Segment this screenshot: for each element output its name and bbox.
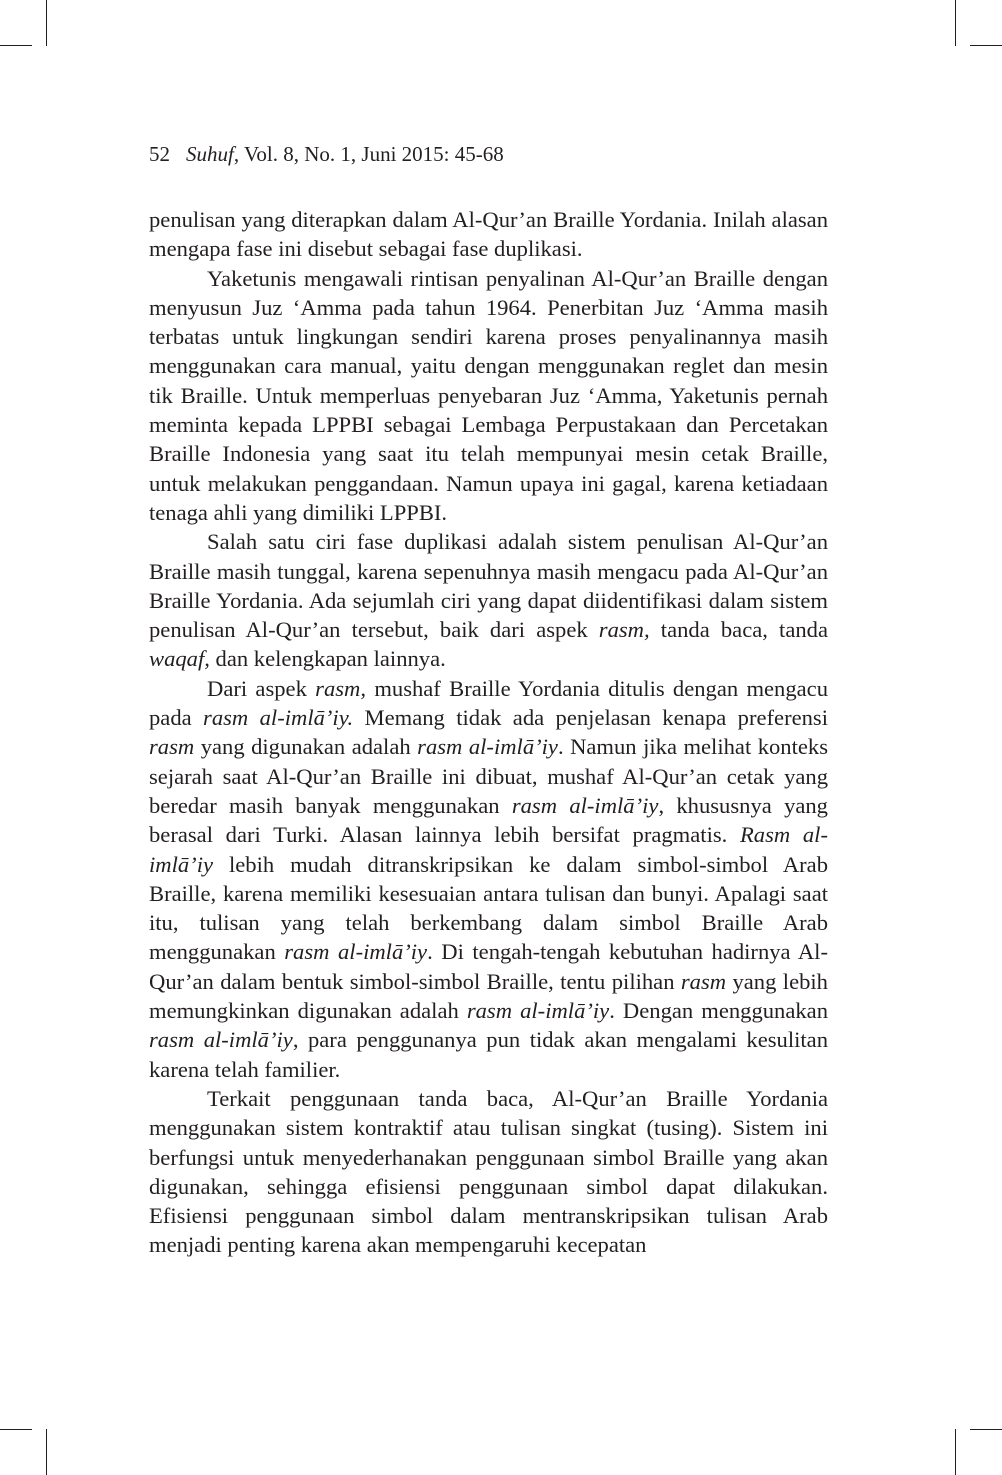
crop-mark [0,1429,32,1430]
text-run: yang lebih memungkinkan digunakan adalah [149,968,828,1024]
crop-mark [955,1429,956,1475]
text-run: yang digunakan adalah [194,734,418,760]
italic-term: rasm al-imlā’iy [417,734,558,760]
paragraph [149,205,828,264]
italic-term: rasm [149,734,195,760]
paragraph [149,1084,828,1260]
text-run: mushaf Braille Yordania ditulis dengan mengacu pada [149,675,829,731]
crop-mark [955,0,956,46]
crop-mark [970,1429,1002,1430]
italic-term: rasm [680,968,727,994]
text-run: . Namun jika melihat konteks sejarah saat Al-Qur’an Braille ini dibuat, mushaf Al-Qur’an cetak yang beredar masih banyak menggunakan [149,734,828,818]
text-run: penulisan yang diterapkan dalam Al-Qur’an Braille Yordania. Inilah alasan mengapa fase ini disebut sebagai fase duplikasi. [149,207,828,262]
crop-mark [46,0,47,46]
body-text [149,205,828,1260]
text-run: dan kelengkapan lainnya. [209,646,446,672]
italic-term: rasm al-imlā’iy [284,939,428,965]
italic-term: waqaf, [149,646,210,672]
italic-term: rasm, [598,617,650,643]
citation: , Vol. 8, No. 1, Juni 2015: 45-68 [233,142,504,166]
text-run: lebih mudah ditranskripsikan ke dalam simbol-simbol Arab Braille, karena memiliki kesesuaian antara tulisan dan bunyi. Apalagi saat itu, tulisan yang telah berkembang dalam simbol Braille Arab menggunakan [149,851,828,965]
text-run: tanda baca, tanda [649,617,828,643]
text-run: , khususnya yang berasal dari Turki. Alasan lainnya lebih bersifat pragmatis. [149,792,828,848]
italic-term: Rasm al-imlā’iy [149,822,828,877]
text-run: Dari aspek [207,675,316,701]
paragraph [149,527,828,673]
italic-term: rasm al-imlā’iy [466,998,610,1024]
text-run: Yaketunis mengawali rintisan penyalinan Al-Qur’an Braille dengan menyusun Juz ‘Amma pada tahun 1964. Penerbitan Juz ‘Amma masih terbatas untuk lingkungan sendiri karena proses penyalinannya masih menggunakan cara manual, yaitu dengan menggunakan reglet dan mesin tik Braille. Untuk memperluas penyebaran Juz ‘Amma, Yaketunis pernah meminta kepada LPPBI sebagai Lembaga Perpustakaan dan Percetakan Braille Indonesia yang saat itu telah mempunyai mesin cetak Braille, untuk melakukan penggandaan. Namun upaya ini gagal, karena ketiadaan tenaga ahli yang dimiliki LPPBI. [149,265,828,525]
italic-term: rasm, [315,675,367,701]
page-number: 52 [149,142,170,166]
text-run: Terkait penggunaan tanda baca, Al-Qur’an Braille Yordania menggunakan sistem kontraktif atau tulisan singkat (tusing). Sistem ini berfungsi untuk menyederhanakan penggunaan simbol Braille yang akan digunakan, sehingga efisiensi penggunaan simbol dapat dilakukan. Efisiensi penggunaan simbol dalam mentranskripsikan tulisan Arab menjadi penting karena akan mempengaruhi kecepatan [149,1085,828,1258]
running-head [149,141,504,167]
text-run: . Di tengah-tengah kebutuhan hadirnya Al-Qur’an dalam bentuk simbol-simbol Braille, tentu pilihan [149,939,828,994]
journal-title: Suhuf [186,142,234,166]
paragraph [149,674,828,1084]
text-run: Memang tidak ada penjelasan kenapa preferensi [353,705,828,731]
text-run: Salah satu ciri fase duplikasi adalah sistem penulisan Al-Qur’an Braille masih tunggal, karena sepenuhnya masih mengacu pada Al-Qur’an Braille Yordania. Ada sejumlah ciri yang dapat diidentifikasi dalam sistem penulisan Al-Qur’an tersebut, baik dari aspek [149,529,828,643]
text-run: . Dengan menggunakan [609,998,829,1024]
italic-term: rasm al-imlā’iy [149,1027,293,1053]
text-run: , para penggunanya pun tidak akan mengalami kesulitan karena telah familier. [149,1027,828,1082]
crop-mark [46,1429,47,1475]
paragraph [149,264,828,528]
crop-mark [970,45,1002,46]
italic-term: rasm al-imlā’iy [511,792,659,818]
italic-term: rasm al-imlā’iy. [203,705,354,731]
crop-mark [0,45,32,46]
